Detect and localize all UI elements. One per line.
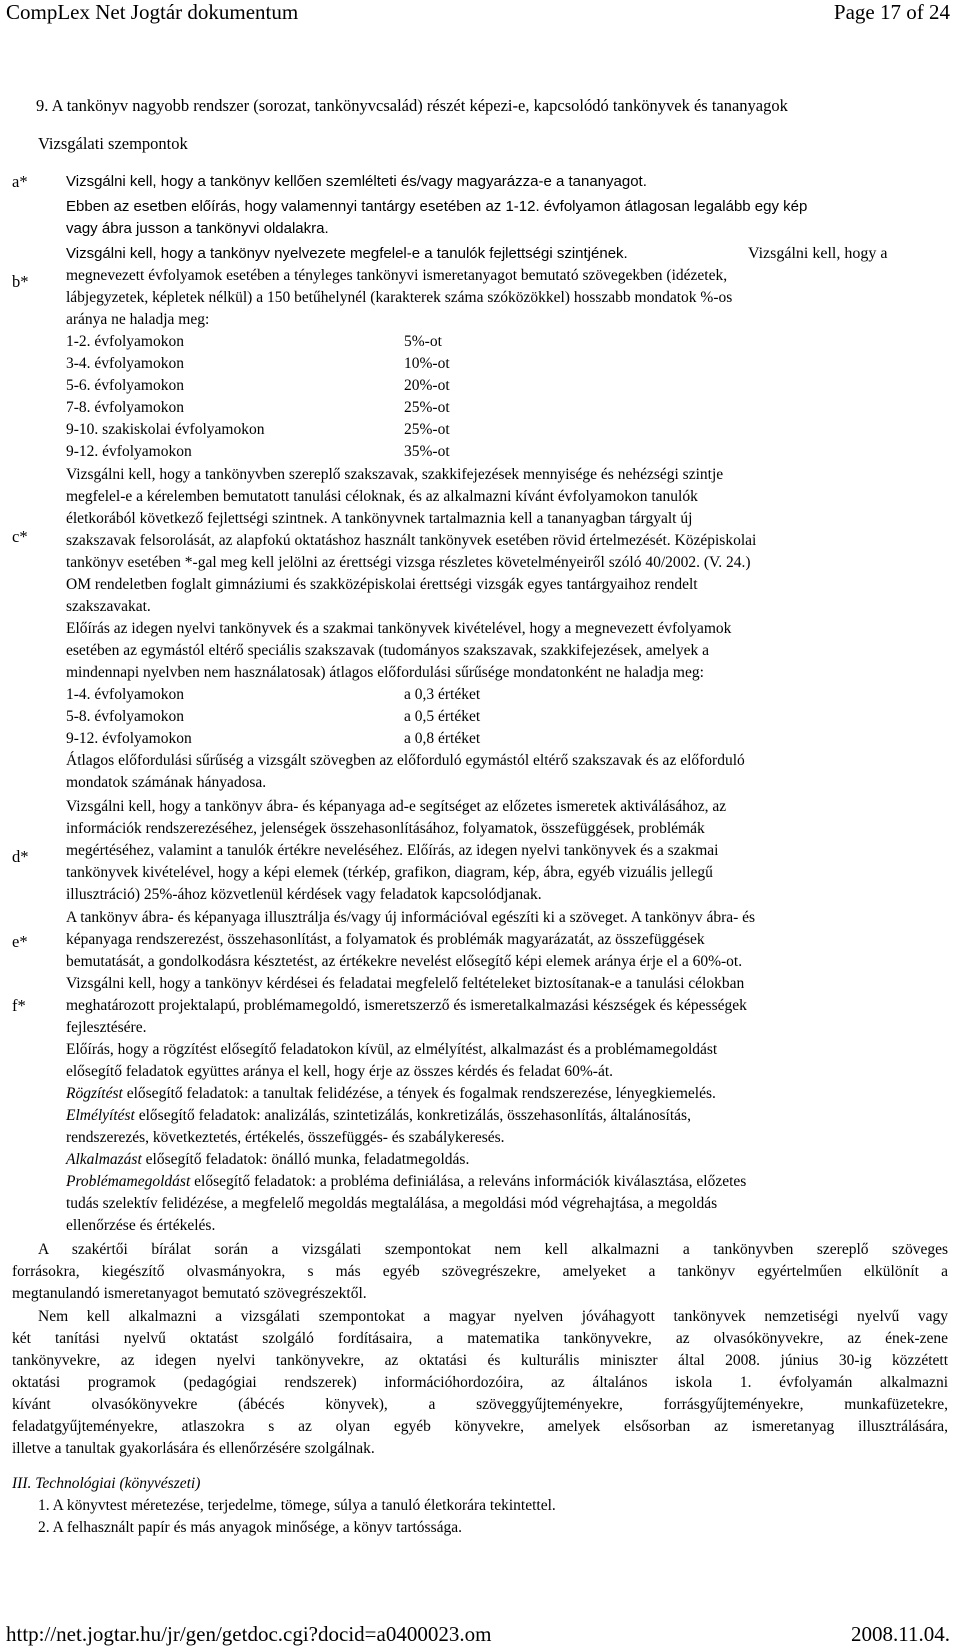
paragraph-2-line: tankönyvekre, az idegen nyelvi tankönyvekre, az oktatási és kulturális miniszter által 2008. június 30-ig közzétett bbox=[12, 1352, 948, 1369]
section-3-title: III. Technológiai (könyvészeti) bbox=[12, 1475, 201, 1492]
definition-term: Elmélyítést bbox=[66, 1107, 135, 1124]
d-line: megértéséhez, valamint a tanulók értékre neveléséhez. Előírás, az idegen nyelvi tankönyvek és a szakmai bbox=[66, 842, 719, 859]
grade-cell: 5-6. évfolyamokon bbox=[66, 377, 184, 394]
grade-cell: 3-4. évfolyamokon bbox=[66, 355, 184, 372]
f-line: Előírás, hogy a rögzítést elősegítő feladatokon kívül, az elmélyítést, alkalmazást és a problémamegoldást bbox=[66, 1041, 718, 1058]
c-line: esetében az egymástól eltérő speciális szakszavak (tudományos szakszavak, szakkifejezések, amelyek a bbox=[66, 642, 709, 659]
ratio-cell: 20%-ot bbox=[404, 377, 450, 394]
document-title: CompLex Net Jogtár dokumentum bbox=[6, 0, 299, 24]
label-e: e* bbox=[12, 932, 28, 951]
e-line: bemutatását, a gondolkodásra késztetést, az értékekre nevelést elősegítő képi elemek aránya érje el a 60%-ot. bbox=[66, 953, 743, 970]
page-number: Page 17 of 24 bbox=[833, 0, 950, 24]
criteria-heading: Vizsgálati szempontok bbox=[38, 134, 188, 153]
definition-line: Alkalmazást elősegítő feladatok: önálló munka, feladatmegoldás. bbox=[66, 1151, 470, 1168]
f-line: elősegítő feladatok együttes aránya el kell, hogy érje az összes kérdés és feladat 60%-át. bbox=[66, 1063, 614, 1080]
section-3-item: 2. A felhasznált papír és más anyagok minősége, a könyv tartóssága. bbox=[38, 1519, 462, 1536]
b-line: Vizsgálni kell, hogy a bbox=[748, 245, 888, 262]
d-line: tankönyvek kivételével, hogy a képi elemek (térkép, grafikon, diagram, kép, ábra, egyéb vizuális jellegű bbox=[66, 864, 713, 881]
c-line: Előírás az idegen nyelvi tankönyvek és a szakmai tankönyvek kivételével, hogy a megnevezett évfolyamok bbox=[66, 620, 732, 637]
f-line: Vizsgálni kell, hogy a tankönyv kérdései és feladatai megfelelő feltételeket biztosítanak-e a tanulási célokban bbox=[66, 975, 745, 992]
section-3-item: 1. A könyvtest méretezése, terjedelme, tömege, súlya a tanuló életkorára tekintettel. bbox=[38, 1497, 556, 1514]
label-f: f* bbox=[12, 996, 26, 1015]
definition-line: Rögzítést elősegítő feladatok: a tanultak felidézése, a tények és fogalmak rendszerezése, lényegkiemelés. bbox=[66, 1085, 716, 1102]
grade-cell: 9-10. szakiskolai évfolyamokon bbox=[66, 421, 265, 438]
ratio-cell: 5%-ot bbox=[404, 333, 442, 350]
d-line: információk rendszerezéséhez, jelenségek összehasonlításához, folyamatok, összefüggések, problémák bbox=[66, 820, 705, 837]
paragraph-2-line: kívánt olvasókönyvekre (ábécés könyvek), a szöveggyűjteményekre, forrásgyűjteményekre, munkafüzetekre, bbox=[12, 1396, 948, 1413]
section-9-title: 9. A tankönyv nagyobb rendszer (sorozat, tankönyvcsalád) részét képezi-e, kapcsolódó tankönyvek és tananyagok bbox=[36, 96, 788, 115]
definition-line: tudás szelektív felidézése, a megfelelő megoldás megtalálása, a megoldási mód végrehajtása, a megoldás bbox=[66, 1195, 718, 1212]
label-c: c* bbox=[12, 527, 28, 546]
grade-cell: 7-8. évfolyamokon bbox=[66, 399, 184, 416]
a-line: Ebben az esetben előírás, hogy valamennyi tantárgy esetében az 1-12. évfolyamon átlagosan legalább egy kép bbox=[66, 198, 808, 215]
e-line: képanyaga rendszerezést, összehasonlítást, a folyamatok és problémák magyarázatát, az összefüggések bbox=[66, 931, 705, 948]
c-line: Vizsgálni kell, hogy a tankönyvben szereplő szakszavak, szakkifejezések mennyisége és nehézségi szintje bbox=[66, 466, 724, 483]
f-line: meghatározott projektalapú, problémamegoldó, ismeretszerző és ismeretalkalmazási készségek és képességek bbox=[66, 997, 747, 1014]
definition-term: Rögzítést bbox=[66, 1085, 123, 1102]
paragraph-2-line: Nem kell alkalmazni a vizsgálati szempontokat a magyar nyelven jóváhagyott tankönyvek nemzetiségi nyelvű vagy bbox=[38, 1308, 948, 1325]
definition-line: Problémamegoldást elősegítő feladatok: a probléma definiálása, a releváns információk kiválasztása, előzetes bbox=[66, 1173, 747, 1190]
c-after-line: Átlagos előfordulási sűrűség a vizsgált szövegben az előforduló egymástól eltérő szakszavak és az előforduló bbox=[66, 752, 745, 769]
label-b: b* bbox=[12, 272, 29, 291]
definition-line: rendszerezés, következtetés, értékelés, összefüggés- és szabálykeresés. bbox=[66, 1129, 505, 1146]
paragraph-2-line: feladatgyűjteményekre, atlaszokra s az olyan egyéb könyvekre, amelyek elsősorban az ismeretanyag illusztrálására, bbox=[12, 1418, 948, 1435]
paragraph-1-line: forrásokra, kiegészítő olvasmányokra, s más egyéb szövegrészekre, amelyeket a tankönyv egyértelműen elkülönít a bbox=[12, 1263, 948, 1280]
paragraph-1-line: A szakértői bírálat során a vizsgálati szempontokat nem kell alkalmazni a tankönyvben szereplő szöveges bbox=[38, 1241, 948, 1258]
paragraph-2-line: illetve a tanultak gyakorlására és ellenőrzésére szolgálnak. bbox=[12, 1440, 375, 1457]
c-line: tankönyv esetében *-gal meg kell jelölni az érettségi vizsga részletes követelményeiről szóló 40/2002. (V. 24.) bbox=[66, 554, 751, 571]
page-footer bbox=[6, 1622, 950, 1646]
definition-line: Elmélyítést elősegítő feladatok: analizálás, szintetizálás, konkretizálás, összehasonlítás, általánosítás, bbox=[66, 1107, 691, 1124]
paragraph-1-line: megtanulandó ismeretanyagot bemutató szövegrészektől. bbox=[12, 1285, 367, 1302]
ratio-cell: 35%-ot bbox=[404, 443, 450, 460]
paragraph-2-line: két tanítási nyelvű oktatást szolgáló fordításaira, a matematika tankönyvekre, az olvasókönyvekre, az ének-zene bbox=[12, 1330, 948, 1347]
page-header bbox=[6, 0, 950, 24]
density-cell: a 0,8 értéket bbox=[404, 730, 481, 747]
label-d: d* bbox=[12, 847, 29, 866]
c-after-line: mondatok számának hányadosa. bbox=[66, 774, 267, 791]
ratio-cell: 25%-ot bbox=[404, 421, 450, 438]
label-a: a* bbox=[12, 172, 28, 191]
ratio-cell: 25%-ot bbox=[404, 399, 450, 416]
grade-cell: 9-12. évfolyamokon bbox=[66, 443, 192, 460]
footer-url: http://net.jogtar.hu/jr/gen/getdoc.cgi?docid=a0400023.om bbox=[6, 1622, 492, 1646]
density-cell: a 0,3 értéket bbox=[404, 686, 481, 703]
c-line: szakszavakat. bbox=[66, 598, 151, 615]
a-line: Vizsgálni kell, hogy a tankönyv kellően szemlélteti és/vagy magyarázza-e a tananyagot. bbox=[66, 173, 647, 190]
e-line: A tankönyv ábra- és képanyaga illusztrálja és/vagy új információval egészíti ki a szöveget. A tankönyv ábra- és bbox=[66, 909, 756, 926]
footer-date: 2008.11.04. bbox=[851, 1622, 950, 1646]
b-line: aránya ne haladja meg: bbox=[66, 311, 210, 328]
c-line: életkorából következő fejlettségi szintnek. A tankönyvnek tartalmaznia kell a tananyagban tárgyalt új bbox=[66, 510, 693, 527]
d-line: Vizsgálni kell, hogy a tankönyv ábra- és képanyaga ad-e segítséget az előzetes ismeretek aktiválásához, az bbox=[66, 798, 727, 815]
definition-term: Alkalmazást bbox=[66, 1151, 142, 1168]
c-line: megfelel-e a kérelemben bemutatott tanulási céloknak, és az alkalmazni kívánt évfolyamokon tanulók bbox=[66, 488, 698, 505]
b-line: Vizsgálni kell, hogy a tankönyv nyelvezete megfelel-e a tanulók fejlettségi szintjének. bbox=[66, 245, 628, 262]
ratio-cell: 10%-ot bbox=[404, 355, 450, 372]
grade-cell: 5-8. évfolyamokon bbox=[66, 708, 184, 725]
definition-term: Problémamegoldást bbox=[66, 1173, 191, 1190]
definition-line: ellenőrzése és értékelés. bbox=[66, 1217, 216, 1234]
grade-cell: 1-2. évfolyamokon bbox=[66, 333, 184, 350]
c-line: OM rendeletben foglalt gimnáziumi és szakközépiskolai érettségi vizsgák egyes tantárgyaihoz rendelt bbox=[66, 576, 698, 593]
grade-cell: 9-12. évfolyamokon bbox=[66, 730, 192, 747]
a-line: vagy ábra jusson a tankönyvi oldalakra. bbox=[66, 220, 329, 237]
b-line: megnevezett évfolyamok esetében a tényleges tankönyvi ismeretanyagot bemutató szövegekben (idézetek, bbox=[66, 267, 728, 284]
paragraph-2-line: oktatási programok (pedagógiai rendszerek) információhordozóira, az általános iskola 1. évfolyamán alkalmazni bbox=[12, 1374, 948, 1391]
grade-cell: 1-4. évfolyamokon bbox=[66, 686, 184, 703]
f-line: fejlesztésére. bbox=[66, 1019, 147, 1036]
density-cell: a 0,5 értéket bbox=[404, 708, 481, 725]
d-line: illusztráció) 25%-ához közvetlenül kérdések vagy feladatok kapcsolódjanak. bbox=[66, 886, 542, 903]
c-line: szakszavak felsorolását, az alapfokú oktatáshoz használt tankönyvek esetében rövid értelmezését. Középiskolai bbox=[66, 532, 757, 549]
b-line: lábjegyzetek, képletek nélkül) a 150 betűhelynél (karakterek száma szóközökkel) hosszabb mondatok %-os bbox=[66, 289, 733, 306]
c-line: mindennapi nyelvben nem használatosak) átlagos előfordulási sűrűsége mondatonként ne haladja meg: bbox=[66, 664, 704, 681]
